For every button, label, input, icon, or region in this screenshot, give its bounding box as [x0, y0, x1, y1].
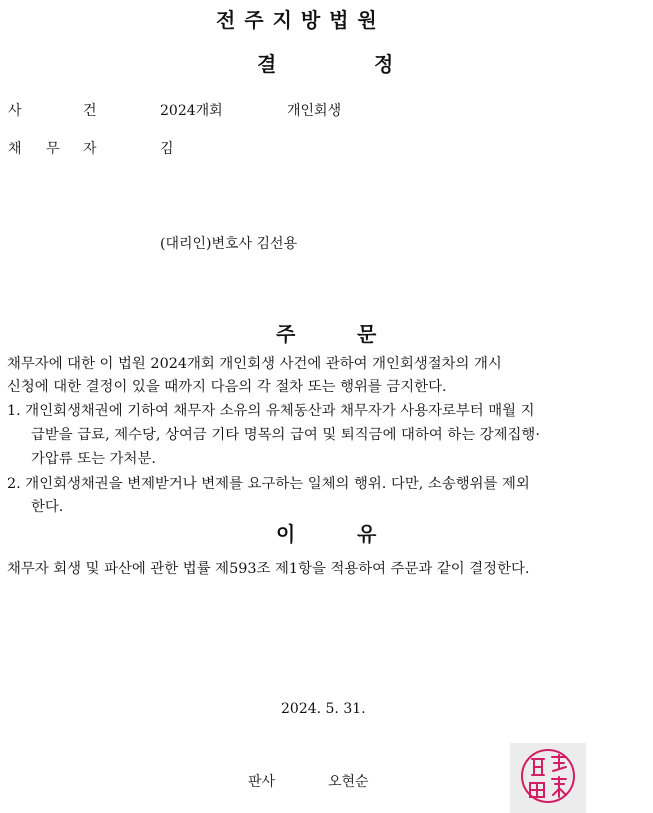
debtor-agent: (대리인)변호사 김선용: [160, 236, 298, 252]
seal-characters-icon: [510, 743, 586, 813]
order-item-2-line-1: 2. 개인회생채권을 변제받거나 변제를 요구하는 일체의 행위. 다만, 소송행위를 제외: [7, 476, 530, 492]
order-intro-line-1: 채무자에 대한 이 법원 2024개회 개인회생 사건에 관하여 개인회생절차의 개시: [7, 356, 502, 372]
order-item-1-line-1: 1. 개인회생채권에 기하여 채무자 소유의 유체동산과 채무자가 사용자로부터 매월 지: [7, 403, 535, 419]
order-intro-line-2: 신청에 대한 결정이 있을 때까지 다음의 각 절차 또는 행위를 금지한다.: [7, 379, 447, 395]
court-name: 전 주 지 방 법 원: [216, 8, 378, 32]
reason-heading-left: 이: [276, 522, 297, 546]
reason-heading-right: 유: [357, 522, 378, 546]
debtor-name: 김: [160, 141, 174, 157]
case-label-2: 건: [83, 103, 97, 119]
doc-type-left: 결: [257, 52, 278, 76]
order-heading-left: 주: [276, 322, 297, 346]
order-item-2-line-2: 한다.: [31, 499, 64, 515]
case-label: 사: [8, 103, 22, 119]
order-item-1-line-2: 급받을 급료, 제수당, 상여금 기타 명목의 급여 및 퇴직금에 대하여 하는 강제집행·: [31, 427, 540, 443]
doc-type-right: 정: [374, 52, 395, 76]
judge-name: 오현순: [328, 774, 369, 790]
reason-text: 채무자 회생 및 파산에 관한 법률 제593조 제1항을 적용하여 주문과 같이 결정한다.: [7, 561, 530, 577]
debtor-label-3: 자: [83, 141, 97, 157]
case-number: 2024개회: [160, 103, 223, 119]
decision-date: 2024. 5. 31.: [281, 701, 366, 717]
debtor-label-2: 무: [46, 141, 60, 157]
debtor-label: 채: [8, 141, 22, 157]
case-type: 개인회생: [287, 103, 342, 119]
judge-label: 판사: [248, 774, 276, 790]
judge-seal-image: [510, 743, 586, 813]
order-heading-right: 문: [357, 322, 378, 346]
order-item-1-line-3: 가압류 또는 가처분.: [31, 451, 156, 467]
